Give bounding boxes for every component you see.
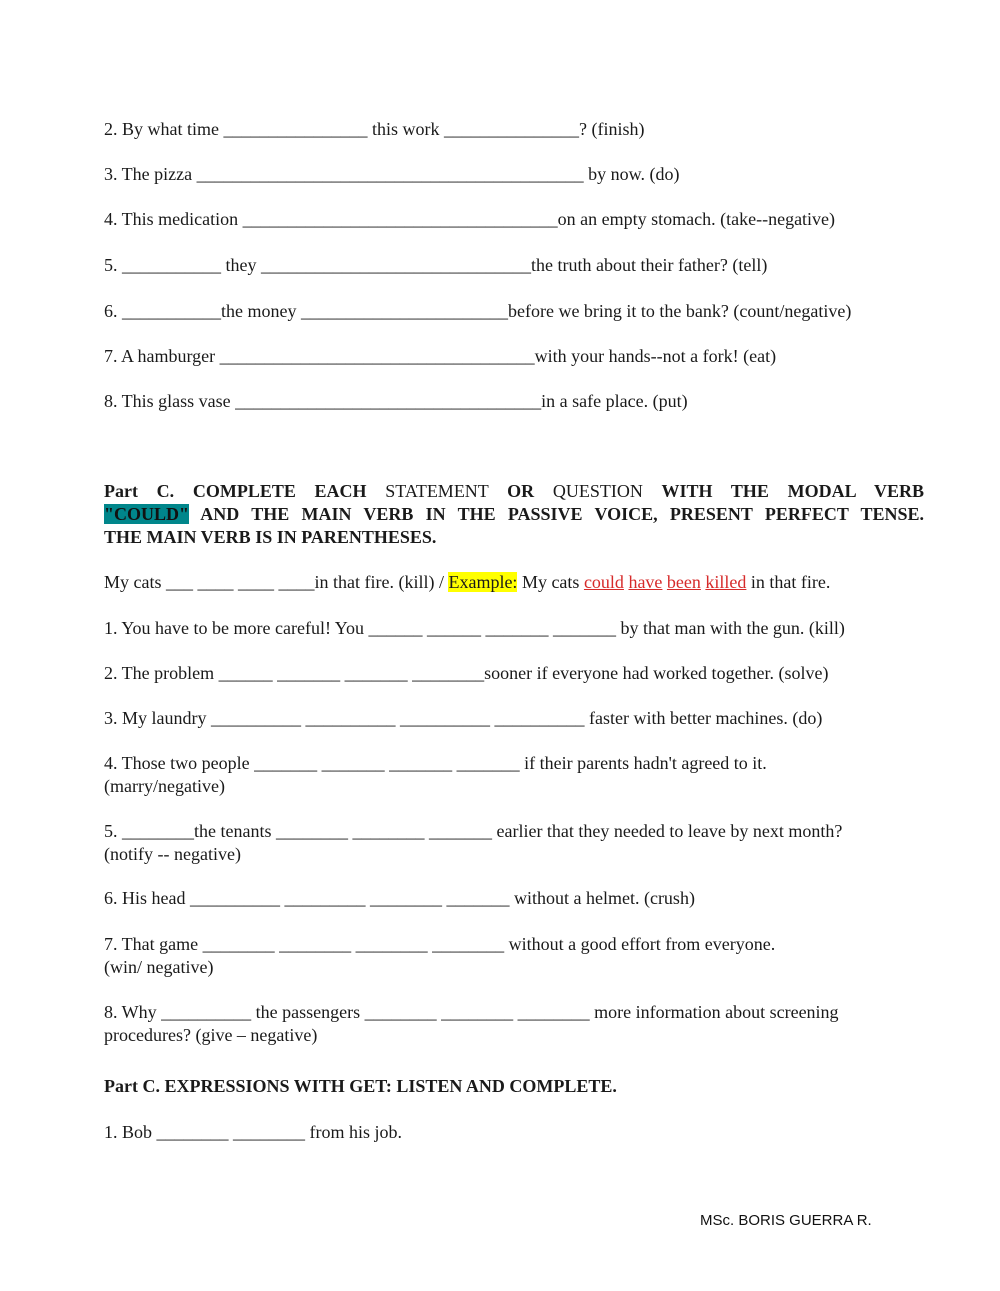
question-b3: 3. The pizza ___________________________________________ by now. (do) <box>104 164 680 184</box>
question-b6: 6. ___________the money _______________________before we bring it to the bank? (count/negative) <box>104 301 852 321</box>
question-c4-cont: (marry/negative) <box>104 776 225 796</box>
part-c-heading-line-1 <box>104 480 924 503</box>
example-text-start: My cats <box>521 572 580 592</box>
heading-plain-b: QUESTION <box>552 481 643 501</box>
heading-bold-a: Part C. COMPLETE EACH <box>104 481 367 501</box>
heading-bold-c: WITH THE MODAL VERB <box>661 481 924 501</box>
question-c2: 2. The problem ______ _______ _______ ________sooner if everyone had worked together. (solve) <box>104 663 829 683</box>
question-c3: 3. My laundry __________ __________ __________ __________ faster with better machines. (do) <box>104 708 823 728</box>
question-c4: 4. Those two people _______ _______ _______ _______ if their parents hadn't agreed to it. <box>104 753 767 773</box>
example-answer-have: have <box>628 572 663 592</box>
question-b8: 8. This glass vase __________________________________in a safe place. (put) <box>104 391 688 411</box>
example-text-end: in that fire. <box>750 572 831 592</box>
example-answer-killed: killed <box>705 572 747 592</box>
example-answer-been: been <box>666 572 701 592</box>
part-c-heading-line-2 <box>104 503 924 526</box>
question-get-1: 1. Bob ________ ________ from his job. <box>104 1122 403 1142</box>
part-get-heading: Part C. EXPRESSIONS WITH GET: LISTEN AND COMPLETE. <box>104 1076 617 1096</box>
question-c8-cont: procedures? (give – negative) <box>104 1025 318 1045</box>
question-b7: 7. A hamburger ___________________________________with your hands--not a fork! (eat) <box>104 346 777 366</box>
question-b5: 5. ___________ they ______________________________the truth about their father? (tell) <box>104 255 768 275</box>
heading-plain-a: STATEMENT <box>385 481 489 501</box>
question-c6: 6. His head __________ _________ ________ _______ without a helmet. (crush) <box>104 888 695 908</box>
heading-bold-b: OR <box>507 481 535 501</box>
question-b4: 4. This medication ___________________________________on an empty stomach. (take--negative) <box>104 209 836 229</box>
heading-rest: AND THE MAIN VERB IN THE PASSIVE VOICE, PRESENT PERFECT TENSE. <box>200 504 924 524</box>
example-line <box>104 571 924 594</box>
question-c5-cont: (notify -- negative) <box>104 844 241 864</box>
could-highlight: "COULD" <box>104 504 189 524</box>
author-footer: MSc. BORIS GUERRA R. <box>700 1212 872 1229</box>
example-prompt: My cats ___ ____ ____ ____in that fire. (kill) / <box>104 572 444 592</box>
question-c1: 1. You have to be more careful! You ______ ______ _______ _______ by that man with the gun. (kill) <box>104 618 845 638</box>
part-c-heading-line-3: THE MAIN VERB IS IN PARENTHESES. <box>104 527 437 547</box>
question-c7: 7. That game ________ ________ ________ ________ without a good effort from everyone. <box>104 934 776 954</box>
question-b2: 2. By what time ________________ this work _______________? (finish) <box>104 119 645 139</box>
question-c8: 8. Why __________ the passengers ________ ________ ________ more information about screening <box>104 1002 839 1022</box>
example-label: Example: <box>448 572 518 592</box>
example-answer-could: could <box>583 572 624 592</box>
question-c5: 5. ________the tenants ________ ________ _______ earlier that they needed to leave by next month? <box>104 821 843 841</box>
question-c7-cont: (win/ negative) <box>104 957 214 977</box>
